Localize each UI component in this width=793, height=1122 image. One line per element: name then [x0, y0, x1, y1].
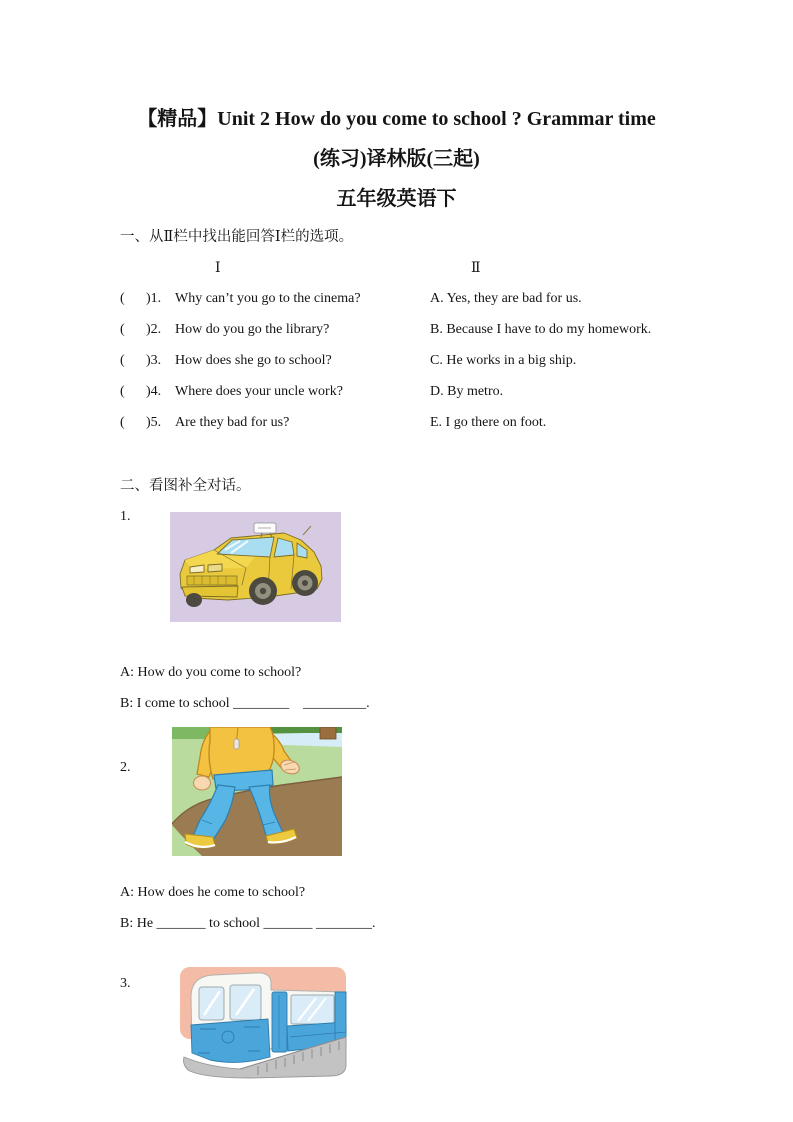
taxi-illustration [170, 512, 341, 622]
question-number: )3. [146, 353, 162, 368]
column-i-header: Ⅰ [215, 261, 221, 276]
answer-text: D. By metro. [430, 384, 504, 399]
question-number: )2. [146, 322, 162, 337]
answer-bracket-open: ( [120, 415, 125, 430]
worksheet-title-line-2: (练习)译林版(三起) [313, 148, 480, 170]
answer-bracket-open: ( [120, 384, 125, 399]
train-illustration [178, 965, 348, 1083]
question-text: Where does your uncle work? [175, 384, 343, 399]
answer-bracket-open: ( [120, 322, 125, 337]
answer-bracket-open: ( [120, 353, 125, 368]
question-number: )5. [146, 415, 162, 430]
item-number: 2. [120, 760, 131, 775]
answer-text: A. Yes, they are bad for us. [430, 291, 582, 306]
worksheet-title-line-1: 【精品】Unit 2 How do you come to school ? Grammar time [137, 108, 656, 130]
worksheet-title-line-3: 五年级英语下 [336, 188, 457, 210]
column-ii-header: Ⅱ [471, 261, 481, 276]
question-number: )4. [146, 384, 162, 399]
question-text: How do you go the library? [175, 322, 330, 337]
answer-bracket-open: ( [120, 291, 125, 306]
dialog-line-b: B: He _______ to school _______ ________. [120, 916, 376, 931]
section-two-heading: 二、看图补全对话。 [120, 478, 251, 494]
answer-text: C. He works in a big ship. [430, 353, 577, 368]
answer-text: E. I go there on foot. [430, 415, 547, 430]
answer-text: B. Because I have to do my homework. [430, 322, 652, 337]
dialog-line-b: B: I come to school ________ _________. [120, 696, 370, 711]
question-text: Are they bad for us? [175, 415, 290, 430]
section-one-heading: 一、从Ⅱ栏中找出能回答Ⅰ栏的选项。 [120, 229, 354, 245]
dialog-line-a: A: How do you come to school? [120, 665, 302, 680]
question-text: Why can’t you go to the cinema? [175, 291, 361, 306]
item-number: 1. [120, 509, 131, 524]
item-number: 3. [120, 976, 131, 991]
question-text: How does she go to school? [175, 353, 332, 368]
question-number: )1. [146, 291, 162, 306]
dialog-line-a: A: How does he come to school? [120, 885, 306, 900]
walking-boy-illustration [172, 727, 342, 856]
